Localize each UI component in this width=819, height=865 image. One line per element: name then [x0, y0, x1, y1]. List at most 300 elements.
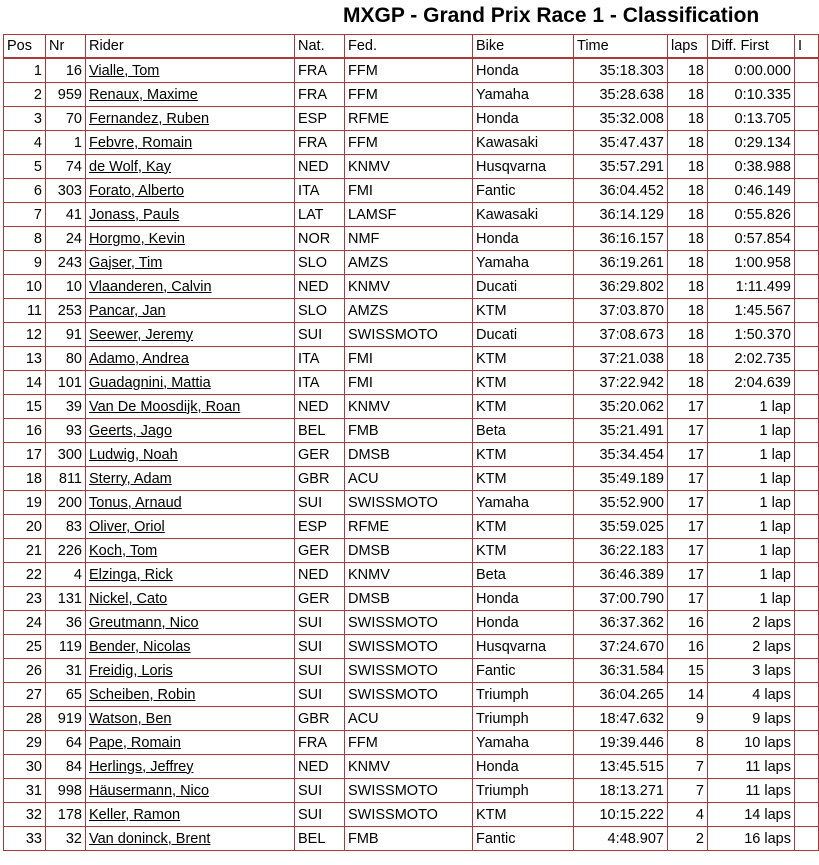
laps-cell: 17	[668, 515, 708, 539]
rider-link[interactable]: Freidig, Loris	[89, 662, 173, 679]
fed-cell: SWISSMOTO	[345, 683, 473, 707]
extra-cell	[795, 827, 819, 851]
time-cell: 36:04.452	[574, 179, 668, 203]
nat-cell: SLO	[295, 299, 345, 323]
column-header-bike: Bike	[473, 34, 574, 59]
pos-cell: 11	[4, 299, 46, 323]
rider-link[interactable]: Keller, Ramon	[89, 806, 181, 823]
column-header-extra: I	[795, 34, 819, 59]
diff-first-cell: 1 lap	[708, 419, 795, 443]
pos-cell: 16	[4, 419, 46, 443]
rider-cell	[86, 251, 295, 275]
time-cell: 37:22.942	[574, 371, 668, 395]
time-cell: 18:47.632	[574, 707, 668, 731]
column-header-nr: Nr	[46, 34, 86, 59]
table-row	[4, 731, 819, 755]
rider-link[interactable]: Scheiben, Robin	[89, 686, 196, 703]
rider-cell	[86, 587, 295, 611]
diff-first-cell: 1 lap	[708, 515, 795, 539]
laps-cell: 2	[668, 827, 708, 851]
table-row	[4, 635, 819, 659]
diff-first-cell: 0:55.826	[708, 203, 795, 227]
bike-cell: Fantic	[473, 659, 574, 683]
time-cell: 35:49.189	[574, 467, 668, 491]
time-cell: 36:14.129	[574, 203, 668, 227]
pos-cell: 21	[4, 539, 46, 563]
fed-cell: LAMSF	[345, 203, 473, 227]
nat-cell: SUI	[295, 635, 345, 659]
laps-cell: 17	[668, 587, 708, 611]
pos-cell: 33	[4, 827, 46, 851]
nat-cell: GBR	[295, 707, 345, 731]
rider-link[interactable]: Herlings, Jeffrey	[89, 758, 194, 775]
extra-cell	[795, 251, 819, 275]
table-row	[4, 59, 819, 83]
fed-cell: SWISSMOTO	[345, 491, 473, 515]
column-header-nat: Nat.	[295, 34, 345, 59]
bike-cell: KTM	[473, 515, 574, 539]
rider-link[interactable]: Forato, Alberto	[89, 182, 185, 199]
rider-cell	[86, 179, 295, 203]
bike-cell: Honda	[473, 755, 574, 779]
table-row	[4, 107, 819, 131]
nr-cell: 959	[46, 83, 86, 107]
table-row	[4, 611, 819, 635]
fed-cell: FFM	[345, 731, 473, 755]
nat-cell: FRA	[295, 83, 345, 107]
extra-cell	[795, 563, 819, 587]
rider-link[interactable]: Jonass, Pauls	[89, 206, 180, 223]
diff-first-cell: 0:46.149	[708, 179, 795, 203]
nr-cell: 24	[46, 227, 86, 251]
rider-cell	[86, 635, 295, 659]
table-row	[4, 683, 819, 707]
diff-first-cell: 1 lap	[708, 443, 795, 467]
laps-cell: 18	[668, 203, 708, 227]
rider-link[interactable]: Elzinga, Rick	[89, 566, 173, 583]
time-cell: 36:04.265	[574, 683, 668, 707]
time-cell: 36:19.261	[574, 251, 668, 275]
pos-cell: 4	[4, 131, 46, 155]
table-row	[4, 515, 819, 539]
rider-link[interactable]: Koch, Tom	[89, 542, 158, 559]
rider-cell	[86, 443, 295, 467]
table-row	[4, 203, 819, 227]
nat-cell: NED	[295, 563, 345, 587]
time-cell: 37:24.670	[574, 635, 668, 659]
nr-cell: 243	[46, 251, 86, 275]
time-cell: 36:31.584	[574, 659, 668, 683]
nat-cell: BEL	[295, 419, 345, 443]
table-row	[4, 251, 819, 275]
table-row	[4, 323, 819, 347]
rider-cell	[86, 323, 295, 347]
laps-cell: 18	[668, 131, 708, 155]
nat-cell: GER	[295, 539, 345, 563]
table-row	[4, 371, 819, 395]
fed-cell: AMZS	[345, 299, 473, 323]
rider-link[interactable]: Tonus, Arnaud	[89, 494, 182, 511]
fed-cell: SWISSMOTO	[345, 779, 473, 803]
extra-cell	[795, 59, 819, 83]
pos-cell: 25	[4, 635, 46, 659]
nr-cell: 93	[46, 419, 86, 443]
rider-link[interactable]: Nickel, Cato	[89, 590, 168, 607]
time-cell: 36:22.183	[574, 539, 668, 563]
rider-cell	[86, 347, 295, 371]
rider-link[interactable]: Renaux, Maxime	[89, 86, 198, 103]
diff-first-cell: 2 laps	[708, 611, 795, 635]
extra-cell	[795, 467, 819, 491]
rider-link[interactable]: Pape, Romain	[89, 734, 181, 751]
diff-first-cell: 1:50.370	[708, 323, 795, 347]
bike-cell: Triumph	[473, 779, 574, 803]
diff-first-cell: 1 lap	[708, 395, 795, 419]
fed-cell: KNMV	[345, 563, 473, 587]
laps-cell: 17	[668, 467, 708, 491]
nr-cell: 119	[46, 635, 86, 659]
table-row	[4, 179, 819, 203]
table-row	[4, 539, 819, 563]
table-row	[4, 419, 819, 443]
extra-cell	[795, 755, 819, 779]
nr-cell: 31	[46, 659, 86, 683]
rider-cell	[86, 515, 295, 539]
table-row	[4, 227, 819, 251]
nr-cell: 998	[46, 779, 86, 803]
rider-cell	[86, 539, 295, 563]
time-cell: 35:18.303	[574, 59, 668, 83]
extra-cell	[795, 491, 819, 515]
rider-link[interactable]: Adamo, Andrea	[89, 350, 189, 367]
rider-link[interactable]: Pancar, Jan	[89, 302, 166, 319]
extra-cell	[795, 707, 819, 731]
pos-cell: 13	[4, 347, 46, 371]
bike-cell: Triumph	[473, 683, 574, 707]
column-header-time: Time	[574, 34, 668, 59]
fed-cell: SWISSMOTO	[345, 611, 473, 635]
bike-cell: KTM	[473, 395, 574, 419]
column-header-pos: Pos	[4, 34, 46, 59]
bike-cell: Ducati	[473, 275, 574, 299]
fed-cell: DMSB	[345, 443, 473, 467]
nat-cell: NED	[295, 275, 345, 299]
nr-cell: 253	[46, 299, 86, 323]
nr-cell: 200	[46, 491, 86, 515]
fed-cell: SWISSMOTO	[345, 803, 473, 827]
rider-cell	[86, 659, 295, 683]
nat-cell: ITA	[295, 371, 345, 395]
diff-first-cell: 0:13.705	[708, 107, 795, 131]
fed-cell: FMB	[345, 827, 473, 851]
nat-cell: ESP	[295, 107, 345, 131]
nat-cell: LAT	[295, 203, 345, 227]
bike-cell: Yamaha	[473, 83, 574, 107]
extra-cell	[795, 347, 819, 371]
rider-link[interactable]: Gajser, Tim	[89, 254, 163, 271]
table-row	[4, 659, 819, 683]
time-cell: 35:21.491	[574, 419, 668, 443]
fed-cell: FMB	[345, 419, 473, 443]
bike-cell: KTM	[473, 299, 574, 323]
diff-first-cell: 1 lap	[708, 563, 795, 587]
bike-cell: Honda	[473, 587, 574, 611]
extra-cell	[795, 131, 819, 155]
diff-first-cell: 9 laps	[708, 707, 795, 731]
nr-cell: 80	[46, 347, 86, 371]
pos-cell: 3	[4, 107, 46, 131]
bike-cell: Honda	[473, 107, 574, 131]
bike-cell: Fantic	[473, 179, 574, 203]
rider-link[interactable]: Häusermann, Nico	[89, 782, 210, 799]
rider-cell	[86, 779, 295, 803]
pos-cell: 26	[4, 659, 46, 683]
column-header-diff-first: Diff. First	[708, 34, 795, 59]
nr-cell: 300	[46, 443, 86, 467]
fed-cell: SWISSMOTO	[345, 323, 473, 347]
fed-cell: DMSB	[345, 539, 473, 563]
nr-cell: 101	[46, 371, 86, 395]
time-cell: 4:48.907	[574, 827, 668, 851]
rider-link[interactable]: Vialle, Tom	[89, 62, 160, 79]
nr-cell: 32	[46, 827, 86, 851]
rider-link[interactable]: Horgmo, Kevin	[89, 230, 185, 247]
rider-link[interactable]: Sterry, Adam	[89, 470, 172, 487]
time-cell: 13:45.515	[574, 755, 668, 779]
pos-cell: 19	[4, 491, 46, 515]
table-row	[4, 443, 819, 467]
rider-cell	[86, 467, 295, 491]
extra-cell	[795, 683, 819, 707]
bike-cell: Triumph	[473, 707, 574, 731]
fed-cell: KNMV	[345, 275, 473, 299]
fed-cell: KNMV	[345, 155, 473, 179]
pos-cell: 20	[4, 515, 46, 539]
rider-link[interactable]: Seewer, Jeremy	[89, 326, 193, 343]
rider-link[interactable]: Guadagnini, Mattia	[89, 374, 211, 391]
nat-cell: ITA	[295, 179, 345, 203]
rider-cell	[86, 59, 295, 83]
fed-cell: FMI	[345, 179, 473, 203]
rider-link[interactable]: Oliver, Oriol	[89, 518, 165, 535]
fed-cell: SWISSMOTO	[345, 659, 473, 683]
time-cell: 36:29.802	[574, 275, 668, 299]
nr-cell: 178	[46, 803, 86, 827]
diff-first-cell: 1 lap	[708, 491, 795, 515]
rider-link[interactable]: de Wolf, Kay	[89, 158, 171, 175]
extra-cell	[795, 107, 819, 131]
rider-link[interactable]: Watson, Ben	[89, 710, 172, 727]
nr-cell: 65	[46, 683, 86, 707]
rider-link[interactable]: Greutmann, Nico	[89, 614, 199, 631]
extra-cell	[795, 299, 819, 323]
rider-cell	[86, 107, 295, 131]
rider-cell	[86, 683, 295, 707]
nat-cell: FRA	[295, 131, 345, 155]
nr-cell: 1	[46, 131, 86, 155]
pos-cell: 22	[4, 563, 46, 587]
pos-cell: 5	[4, 155, 46, 179]
rider-link[interactable]: Ludwig, Noah	[89, 446, 178, 463]
nr-cell: 919	[46, 707, 86, 731]
time-cell: 35:57.291	[574, 155, 668, 179]
nat-cell: SLO	[295, 251, 345, 275]
fed-cell: ACU	[345, 467, 473, 491]
extra-cell	[795, 659, 819, 683]
nat-cell: FRA	[295, 731, 345, 755]
fed-cell: AMZS	[345, 251, 473, 275]
table-row	[4, 491, 819, 515]
rider-cell	[86, 563, 295, 587]
extra-cell	[795, 419, 819, 443]
rider-link[interactable]: Van doninck, Brent	[89, 830, 211, 847]
fed-cell: FMI	[345, 347, 473, 371]
laps-cell: 8	[668, 731, 708, 755]
time-cell: 36:16.157	[574, 227, 668, 251]
bike-cell: Yamaha	[473, 251, 574, 275]
time-cell: 19:39.446	[574, 731, 668, 755]
pos-cell: 14	[4, 371, 46, 395]
extra-cell	[795, 395, 819, 419]
rider-link[interactable]: Febvre, Romain	[89, 134, 193, 151]
rider-cell	[86, 707, 295, 731]
time-cell: 35:32.008	[574, 107, 668, 131]
bike-cell: KTM	[473, 803, 574, 827]
bike-cell: KTM	[473, 443, 574, 467]
nat-cell: GBR	[295, 467, 345, 491]
nr-cell: 91	[46, 323, 86, 347]
nr-cell: 36	[46, 611, 86, 635]
bike-cell: Kawasaki	[473, 131, 574, 155]
nat-cell: NED	[295, 155, 345, 179]
table-row	[4, 395, 819, 419]
diff-first-cell: 0:29.134	[708, 131, 795, 155]
nr-cell: 83	[46, 515, 86, 539]
laps-cell: 16	[668, 611, 708, 635]
rider-link[interactable]: Vlaanderen, Calvin	[89, 278, 212, 295]
time-cell: 35:28.638	[574, 83, 668, 107]
pos-cell: 24	[4, 611, 46, 635]
diff-first-cell: 4 laps	[708, 683, 795, 707]
time-cell: 10:15.222	[574, 803, 668, 827]
laps-cell: 9	[668, 707, 708, 731]
extra-cell	[795, 611, 819, 635]
laps-cell: 18	[668, 227, 708, 251]
laps-cell: 18	[668, 59, 708, 83]
table-row	[4, 155, 819, 179]
diff-first-cell: 0:57.854	[708, 227, 795, 251]
time-cell: 36:46.389	[574, 563, 668, 587]
pos-cell: 15	[4, 395, 46, 419]
rider-link[interactable]: Van De Moosdijk, Roan	[89, 398, 241, 415]
fed-cell: DMSB	[345, 587, 473, 611]
extra-cell	[795, 83, 819, 107]
bike-cell: Beta	[473, 419, 574, 443]
fed-cell: FMI	[345, 371, 473, 395]
rider-cell	[86, 371, 295, 395]
nat-cell: SUI	[295, 803, 345, 827]
nr-cell: 64	[46, 731, 86, 755]
pos-cell: 18	[4, 467, 46, 491]
rider-link[interactable]: Fernandez, Ruben	[89, 110, 210, 127]
rider-cell	[86, 203, 295, 227]
nat-cell: NOR	[295, 227, 345, 251]
laps-cell: 18	[668, 251, 708, 275]
pos-cell: 2	[4, 83, 46, 107]
table-row	[4, 755, 819, 779]
laps-cell: 7	[668, 755, 708, 779]
nat-cell: SUI	[295, 683, 345, 707]
laps-cell: 17	[668, 395, 708, 419]
extra-cell	[795, 371, 819, 395]
laps-cell: 7	[668, 779, 708, 803]
rider-cell	[86, 803, 295, 827]
time-cell: 37:00.790	[574, 587, 668, 611]
time-cell: 37:03.870	[574, 299, 668, 323]
nat-cell: GER	[295, 587, 345, 611]
pos-cell: 8	[4, 227, 46, 251]
fed-cell: RFME	[345, 107, 473, 131]
extra-cell	[795, 515, 819, 539]
nat-cell: ESP	[295, 515, 345, 539]
diff-first-cell: 0:10.335	[708, 83, 795, 107]
time-cell: 35:47.437	[574, 131, 668, 155]
nr-cell: 70	[46, 107, 86, 131]
nat-cell: GER	[295, 443, 345, 467]
table-row	[4, 587, 819, 611]
bike-cell: KTM	[473, 371, 574, 395]
bike-cell: Yamaha	[473, 731, 574, 755]
pos-cell: 10	[4, 275, 46, 299]
time-cell: 37:21.038	[574, 347, 668, 371]
rider-cell	[86, 611, 295, 635]
rider-cell	[86, 395, 295, 419]
pos-cell: 29	[4, 731, 46, 755]
pos-cell: 7	[4, 203, 46, 227]
column-header-laps: laps	[668, 34, 708, 59]
diff-first-cell: 10 laps	[708, 731, 795, 755]
fed-cell: KNMV	[345, 395, 473, 419]
nat-cell: SUI	[295, 323, 345, 347]
table-row	[4, 299, 819, 323]
pos-cell: 27	[4, 683, 46, 707]
page-title: MXGP - Grand Prix Race 1 - Classification	[343, 4, 760, 27]
rider-cell	[86, 299, 295, 323]
table-row	[4, 275, 819, 299]
diff-first-cell: 11 laps	[708, 755, 795, 779]
rider-link[interactable]: Bender, Nicolas	[89, 638, 191, 655]
extra-cell	[795, 803, 819, 827]
bike-cell: Honda	[473, 227, 574, 251]
fed-cell: FFM	[345, 131, 473, 155]
pos-cell: 12	[4, 323, 46, 347]
bike-cell: Beta	[473, 563, 574, 587]
laps-cell: 17	[668, 539, 708, 563]
rider-cell	[86, 227, 295, 251]
nat-cell: NED	[295, 755, 345, 779]
rider-cell	[86, 419, 295, 443]
bike-cell: KTM	[473, 467, 574, 491]
laps-cell: 18	[668, 83, 708, 107]
nr-cell: 131	[46, 587, 86, 611]
diff-first-cell: 1:00.958	[708, 251, 795, 275]
column-header-fed: Fed.	[345, 34, 473, 59]
nat-cell: SUI	[295, 611, 345, 635]
diff-first-cell: 1 lap	[708, 539, 795, 563]
laps-cell: 18	[668, 107, 708, 131]
rider-link[interactable]: Geerts, Jago	[89, 422, 173, 439]
time-cell: 35:34.454	[574, 443, 668, 467]
